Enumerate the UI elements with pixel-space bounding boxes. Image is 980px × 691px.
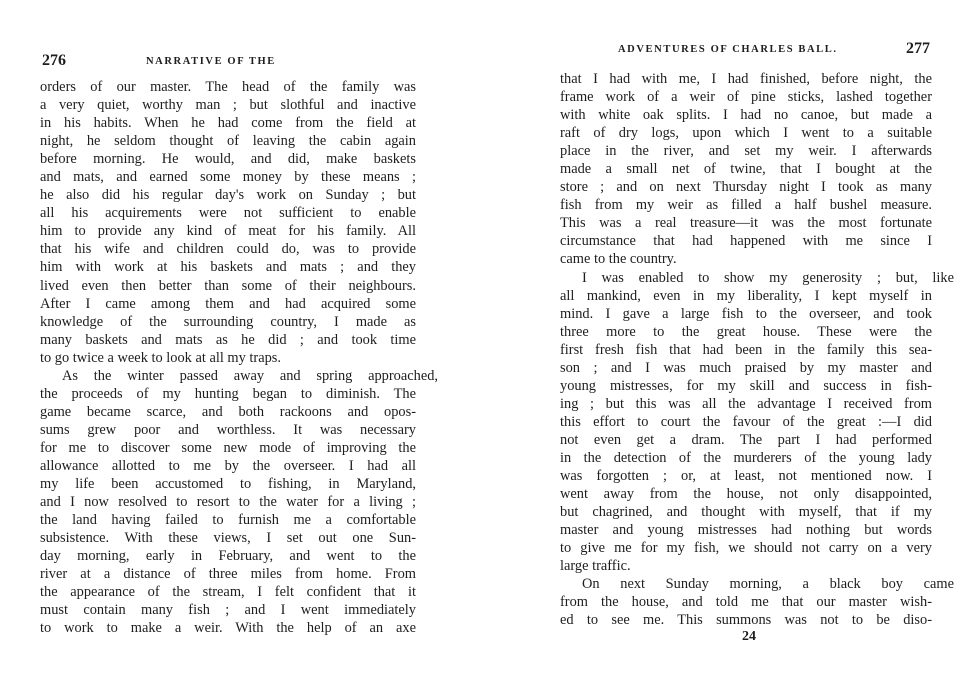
text-line: As the winter passed away and spring approached, <box>62 367 438 384</box>
text-line: him with work at his baskets and mats ; and they <box>40 259 416 276</box>
text-line: orders of our master. The head of the family was <box>40 79 416 95</box>
text-line: that I had with me, I had finished, before night, the <box>560 71 932 87</box>
text-line: river at a distance of three miles from home. From <box>40 566 416 583</box>
text-line: circumstance that had happened with me since I <box>560 233 932 250</box>
text-line: On next Sunday morning, a black boy came <box>582 576 954 593</box>
text-line: allowance allotted to me by the overseer. I had all <box>40 457 416 474</box>
left-page <box>40 38 438 637</box>
text-line: a very quiet, worthy man ; but slothful and inactive <box>40 97 416 114</box>
text-line: for me to discover some new mode of improving the <box>40 439 416 456</box>
text-line: must contain many fish ; and I went immediately <box>40 602 416 619</box>
text-line: three more to the great house. These were the <box>560 323 932 340</box>
text-line: from the house, and told me that our master wish- <box>560 594 932 611</box>
left-page-text <box>40 78 438 637</box>
left-page-number: 276 <box>42 52 66 69</box>
text-line: made a small net of twine, that I bought at the <box>560 161 932 178</box>
text-line: day morning, early in February, and went to the <box>40 548 416 565</box>
text-line: the appearance of the stream, I felt confident that it <box>40 584 416 601</box>
text-line: and mats, and earned some money by these means ; <box>40 169 416 186</box>
right-page <box>560 38 954 645</box>
text-line: knowledge of the surrounding country, I made as <box>40 313 416 330</box>
text-line: young mistresses, for my skill and success in fish- <box>560 377 932 394</box>
text-line: master and young mistresses had nothing but words <box>560 522 932 539</box>
text-line: night, he seldom thought of leaving the cabin again <box>40 133 416 150</box>
text-line: went away from the house, not only disappointed, <box>560 486 932 503</box>
text-line: first fresh fish that had been in the family this sea- <box>560 341 932 358</box>
text-line: not even get a dram. The part I had performed <box>560 431 932 448</box>
text-line: to go twice a week to look at all my traps. <box>40 349 281 366</box>
text-line: all mankind, even in my liberality, I kept myself in <box>560 287 932 304</box>
text-line: this effort to court the favour of the great :—I did <box>560 413 932 430</box>
text-line: sums grew poor and worthless. It was necessary <box>40 421 416 438</box>
text-line: I was enabled to show my generosity ; but, like <box>582 269 954 286</box>
text-line: in the detection of the murderers of the young lady <box>560 449 932 466</box>
text-line: all his acquirements were not sufficient to enable <box>40 205 416 222</box>
text-line: place in the river, and set my weir. I afterwards <box>560 143 932 160</box>
text-line: the land having failed to furnish me a comfortable <box>40 512 416 529</box>
text-line: to work to make a weir. With the help of an axe <box>40 620 416 637</box>
right-running-head <box>560 38 938 64</box>
text-line: before morning. He would, and did, make baskets <box>40 151 416 168</box>
text-line: the proceeds of my hunting began to diminish. The <box>40 385 416 402</box>
text-line: fish from my weir as filled a half bushel measure. <box>560 197 932 214</box>
text-line: him to provide any kind of meat for his family. All <box>40 223 416 240</box>
text-line: but chagrined, and thought with myself, that if my <box>560 504 932 521</box>
signature-mark: 24 <box>742 629 756 645</box>
text-line: and I now resolved to resort to the water for a living ; <box>40 494 416 511</box>
text-line: he also did his regular day's work on Sunday ; but <box>40 187 416 204</box>
text-line: son ; and I was much praised by my master and <box>560 359 932 376</box>
left-running-title: NARRATIVE OF THE <box>146 56 276 67</box>
text-line: was forgotten ; or, at least, not mentioned now. I <box>560 468 932 485</box>
text-line: my life been accustomed to fishing, in Maryland, <box>40 476 416 493</box>
text-line: This was a real treasure—it was the most fortunate <box>560 215 932 232</box>
text-line: many baskets and mats as he did ; and took time <box>40 331 416 348</box>
text-line: in his habits. When he had come from the field at <box>40 115 416 132</box>
text-line: ing ; but this was all the advantage I received from <box>560 395 932 412</box>
text-line: to give me for my fish, we should not carry on a very <box>560 540 932 557</box>
text-line: subsistence. With these views, I set out one Sun- <box>40 530 416 547</box>
text-line: mind. I gave a large fish to the overseer, and took <box>560 305 932 322</box>
right-running-title: ADVENTURES OF CHARLES BALL. <box>618 44 838 55</box>
left-running-head <box>40 38 430 69</box>
text-line: that his wife and children could do, was to provide <box>40 241 416 258</box>
text-line: came to the country. <box>560 251 677 268</box>
right-page-number: 277 <box>906 40 930 57</box>
text-line: ed to see me. This summons was not to be diso- <box>560 612 932 629</box>
text-line: large traffic. <box>560 558 631 575</box>
text-line: with white oak splits. I had no canoe, but made a <box>560 107 932 124</box>
text-line: frame work of a weir of pine sticks, lashed together <box>560 89 932 106</box>
right-page-text <box>560 70 954 629</box>
text-line: game became scarce, and both rackoons and opos- <box>40 403 416 420</box>
text-line: store ; and on next Thursday night I took as many <box>560 179 932 196</box>
text-line: raft of dry logs, upon which I went to a suitable <box>560 125 932 142</box>
text-line: After I came among them and had acquired some <box>40 295 416 312</box>
text-line: lived even then better than some of their neighbours. <box>40 277 416 294</box>
